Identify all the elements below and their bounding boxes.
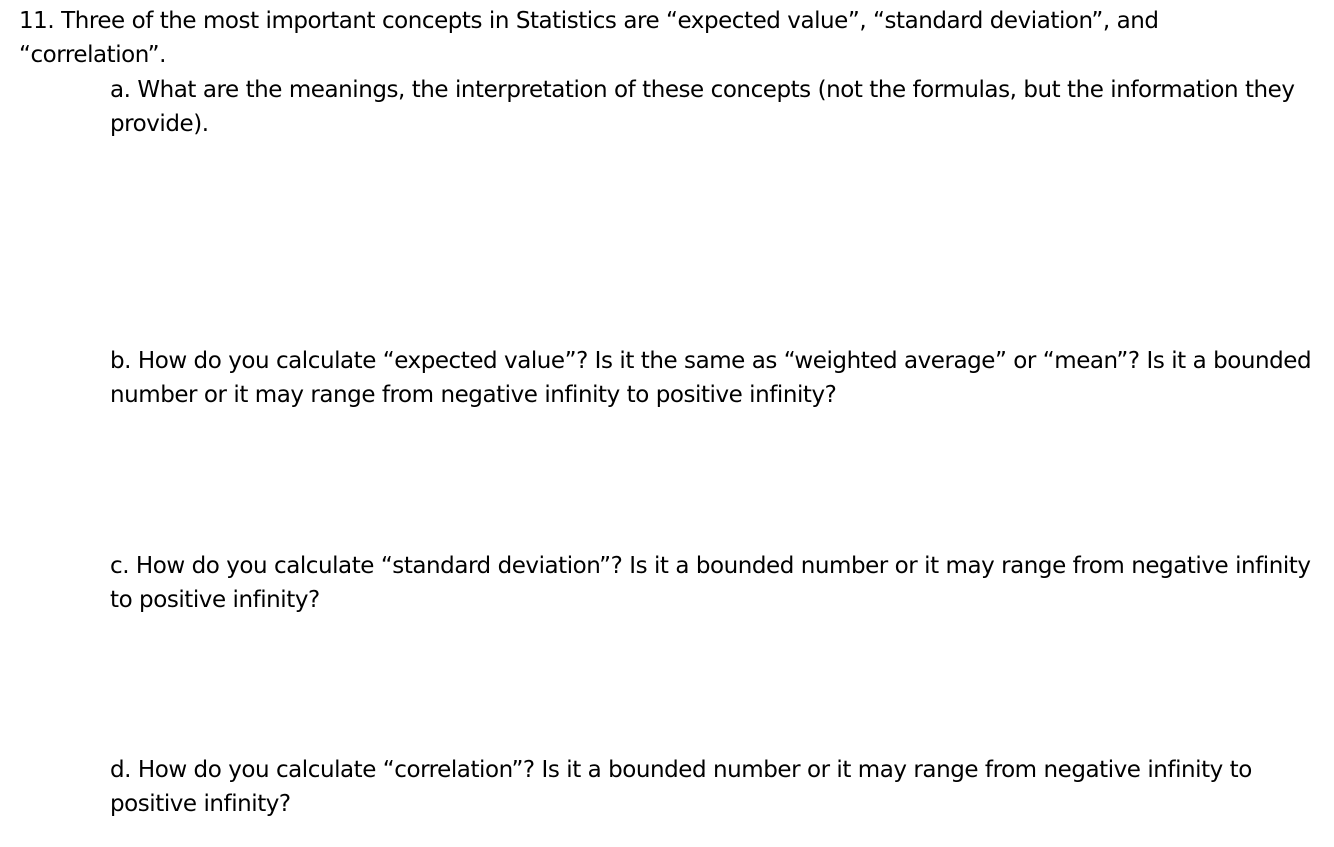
sub-question-c: c. How do you calculate “standard deviation”? Is it a bounded number or it may range from negative infinity to positive infinity?	[110, 553, 1311, 613]
sub-question-a: a. What are the meanings, the interpretation of these concepts (not the formulas, but the information they provide).	[110, 77, 1295, 137]
question-stem: 11. Three of the most important concepts in Statistics are “expected value”, “standard deviation”, and “correlation”.	[19, 8, 1159, 68]
sub-question-b: b. How do you calculate “expected value”? Is it the same as “weighted average” or “mean”? Is it a bounded number or it may range from negative infinity to positive infinity?	[110, 348, 1312, 408]
sub-question-d: d. How do you calculate “correlation”? Is it a bounded number or it may range from negative infinity to positive infinity?	[110, 757, 1252, 817]
